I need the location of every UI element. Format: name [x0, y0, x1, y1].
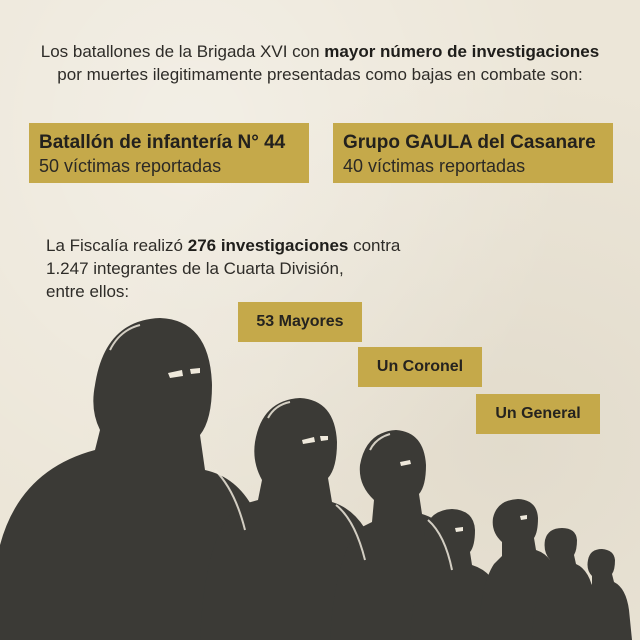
intro-line-1-text: Los batallones de la Brigada XVI con — [40, 42, 325, 61]
battalion-name: Grupo GAULA del Casanare — [343, 132, 596, 153]
rank-badge-coronel: Un Coronel — [358, 347, 482, 387]
battalion-victims: 40 víctimas reportadas — [343, 156, 526, 176]
intro-line-2: por muertes ilegitimamente presentadas como bajas en combate son: — [57, 65, 583, 84]
battalion-name: Batallón de infantería N° 44 — [39, 132, 286, 153]
soldier-eye-1b — [190, 368, 200, 374]
fiscalia-bold: 276 investigaciones — [187, 236, 349, 255]
battalion-victims: 50 víctimas reportadas — [39, 156, 222, 176]
intro-line-1-bold: mayor número de investigaciones — [324, 42, 600, 61]
fiscalia-line-3: entre ellos: — [46, 282, 130, 301]
rank-badge-mayores: 53 Mayores — [238, 302, 362, 342]
rank-badge-general: Un General — [476, 394, 600, 434]
fiscalia-pre: La Fiscalía realizó — [46, 236, 188, 255]
fiscalia-line-2: 1.247 integrantes de la Cuarta División, — [46, 259, 344, 278]
fiscalia-post: contra — [348, 236, 401, 255]
